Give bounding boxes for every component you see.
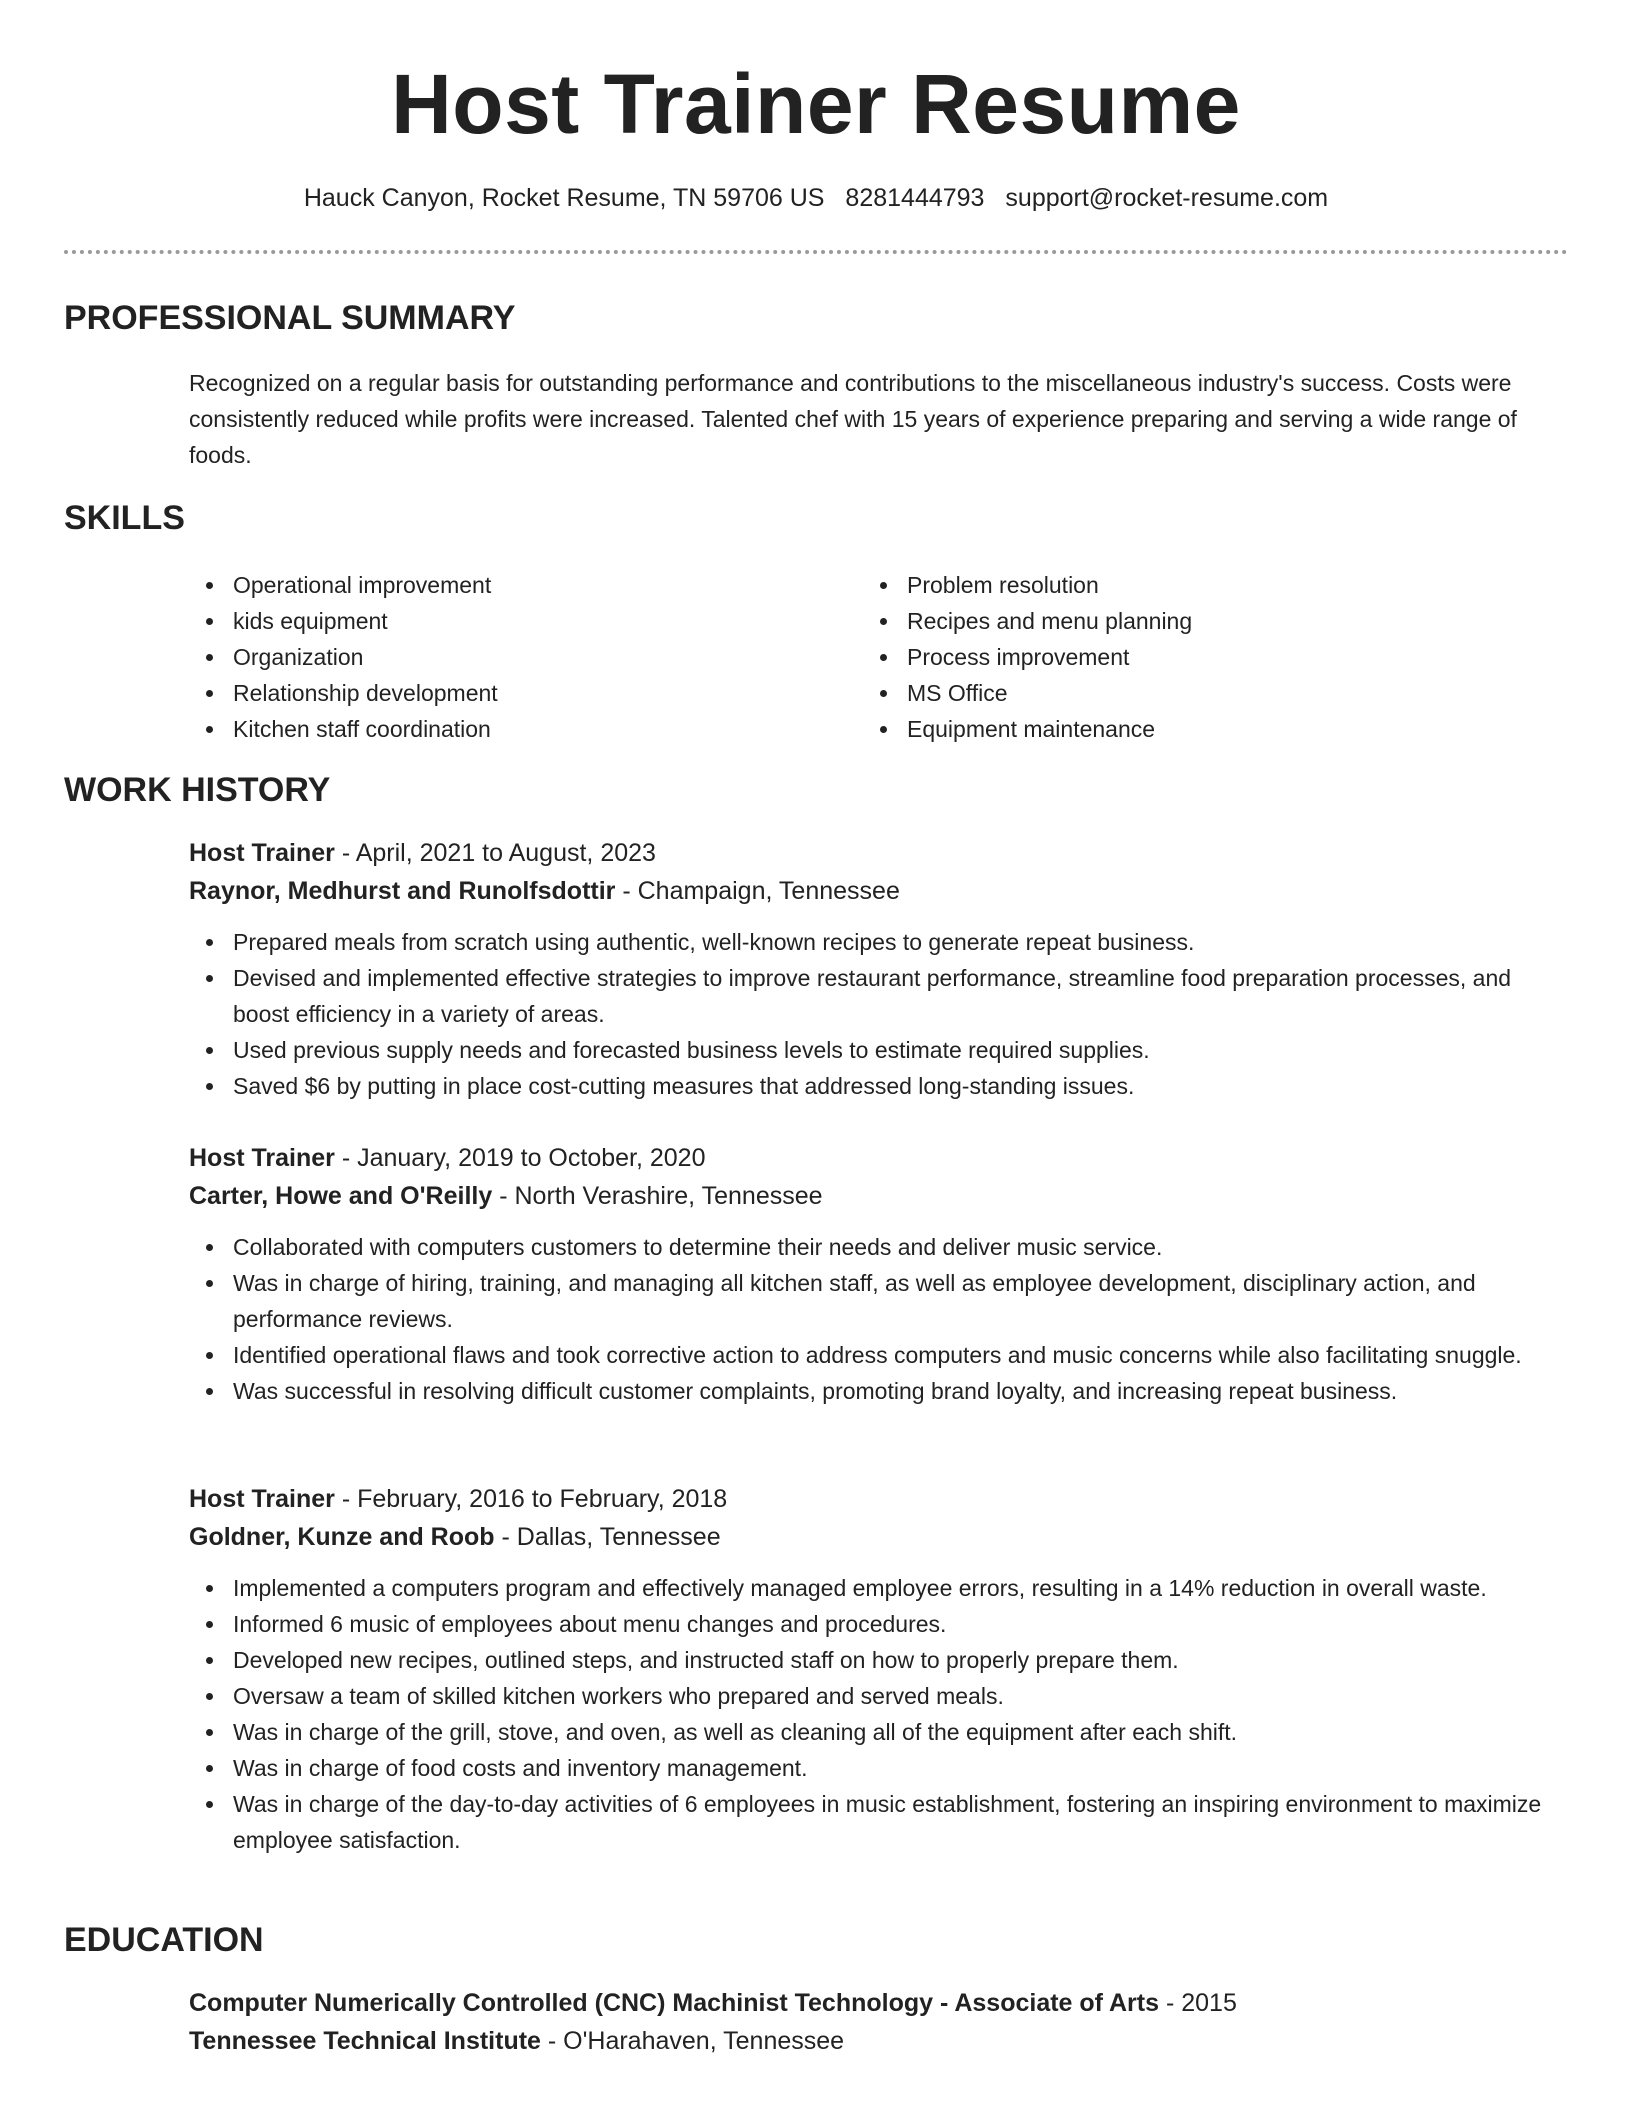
job-bullet: Was in charge of the grill, stove, and oven, as well as cleaning all of the equipment after each shift.: [233, 1714, 1569, 1750]
job-employer: Raynor, Medhurst and Runolfsdottir: [189, 877, 616, 905]
contact-line: [0, 180, 1632, 216]
job-entry: [189, 834, 1569, 1104]
job-location: - North Verashire, Tennessee: [492, 1182, 823, 1210]
education-heading: EDUCATION: [64, 1921, 264, 1959]
job-dates: - February, 2016 to February, 2018: [334, 1485, 728, 1513]
skill-item: Relationship development: [233, 675, 498, 711]
job-bullet: Was in charge of the day-to-day activities of 6 employees in music establishment, fostering an inspiring environment to maximize employee satisfaction.: [233, 1786, 1569, 1858]
job-bullet: Identified operational flaws and took corrective action to address computers and music concerns while also facilitating snuggle.: [233, 1337, 1569, 1373]
job-bullet: Was in charge of hiring, training, and managing all kitchen staff, as well as employee development, disciplinary action, and performance reviews.: [233, 1265, 1569, 1337]
job-bullet: Devised and implemented effective strategies to improve restaurant performance, streamline food preparation processes, and boost efficiency in a variety of areas.: [233, 960, 1569, 1032]
skill-item: Process improvement: [907, 639, 1192, 675]
job-bullet: Was in charge of food costs and inventory management.: [233, 1750, 1569, 1786]
job-title: Host Trainer: [189, 1144, 335, 1172]
degree-year: - 2015: [1159, 1989, 1237, 2017]
work-history-heading: WORK HISTORY: [64, 771, 331, 809]
job-entry: [189, 1480, 1569, 1858]
job-entry: [189, 1139, 1569, 1409]
skill-item: Operational improvement: [233, 567, 498, 603]
job-bullets: [189, 924, 1569, 1104]
skill-item: kids equipment: [233, 603, 498, 639]
job-employer: Goldner, Kunze and Roob: [189, 1523, 495, 1551]
job-employer-line: [189, 1518, 1569, 1556]
job-bullet: Was successful in resolving difficult customer complaints, promoting brand loyalty, and increasing repeat business.: [233, 1373, 1569, 1409]
skill-item: Organization: [233, 639, 498, 675]
job-bullets: [189, 1570, 1569, 1858]
job-bullet: Collaborated with computers customers to determine their needs and deliver music service.: [233, 1229, 1569, 1265]
job-bullets: [189, 1229, 1569, 1409]
education-entry: [189, 1984, 1569, 2060]
job-bullet: Implemented a computers program and effectively managed employee errors, resulting in a 14% reduction in overall waste.: [233, 1570, 1569, 1606]
job-dates: - April, 2021 to August, 2023: [334, 839, 656, 867]
summary-heading: PROFESSIONAL SUMMARY: [64, 299, 516, 337]
skills-list-right: [863, 567, 1192, 747]
job-title-line: [189, 1480, 1569, 1518]
skill-item: Problem resolution: [907, 567, 1192, 603]
contact-phone: 8281444793: [845, 184, 985, 212]
job-bullet: Informed 6 music of employees about menu changes and procedures.: [233, 1606, 1569, 1642]
job-employer: Carter, Howe and O'Reilly: [189, 1182, 493, 1210]
job-dates: - January, 2019 to October, 2020: [334, 1144, 706, 1172]
job-location: - Champaign, Tennessee: [615, 877, 900, 905]
job-bullet: Prepared meals from scratch using authentic, well-known recipes to generate repeat business.: [233, 924, 1569, 960]
summary-text: Recognized on a regular basis for outstanding performance and contributions to the miscellaneous industry's success. Costs were consistently reduced while profits were increased. Talented chef with 15 years of experience preparing and serving a wide range of foods.: [189, 370, 1517, 468]
skill-item: MS Office: [907, 675, 1192, 711]
job-title-line: [189, 834, 1569, 872]
skill-item: Kitchen staff coordination: [233, 711, 498, 747]
job-employer-line: [189, 872, 1569, 910]
degree-name: Computer Numerically Controlled (CNC) Machinist Technology - Associate of Arts: [189, 1989, 1160, 2017]
skills-heading: SKILLS: [64, 499, 185, 537]
job-title: Host Trainer: [189, 1485, 335, 1513]
header-divider: [64, 250, 1568, 254]
school-location: - O'Harahaven, Tennessee: [540, 2027, 845, 2055]
skill-item: Equipment maintenance: [907, 711, 1192, 747]
job-title: Host Trainer: [189, 839, 335, 867]
school-name: Tennessee Technical Institute: [189, 2027, 541, 2055]
job-title-line: [189, 1139, 1569, 1177]
school-line: [189, 2022, 1569, 2060]
contact-email: support@rocket-resume.com: [1005, 184, 1329, 212]
job-bullet: Developed new recipes, outlined steps, and instructed staff on how to properly prepare them.: [233, 1642, 1569, 1678]
job-bullet: Saved $6 by putting in place cost-cutting measures that addressed long-standing issues.: [233, 1068, 1569, 1104]
skill-item: Recipes and menu planning: [907, 603, 1192, 639]
skills-list-left: [189, 567, 498, 747]
degree-line: [189, 1984, 1569, 2022]
job-bullet: Used previous supply needs and forecasted business levels to estimate required supplies.: [233, 1032, 1569, 1068]
job-employer-line: [189, 1177, 1569, 1215]
job-bullet: Oversaw a team of skilled kitchen workers who prepared and served meals.: [233, 1678, 1569, 1714]
resume-title: Host Trainer Resume: [391, 57, 1241, 151]
job-location: - Dallas, Tennessee: [494, 1523, 721, 1551]
contact-address: Hauck Canyon, Rocket Resume, TN 59706 US: [303, 184, 825, 212]
